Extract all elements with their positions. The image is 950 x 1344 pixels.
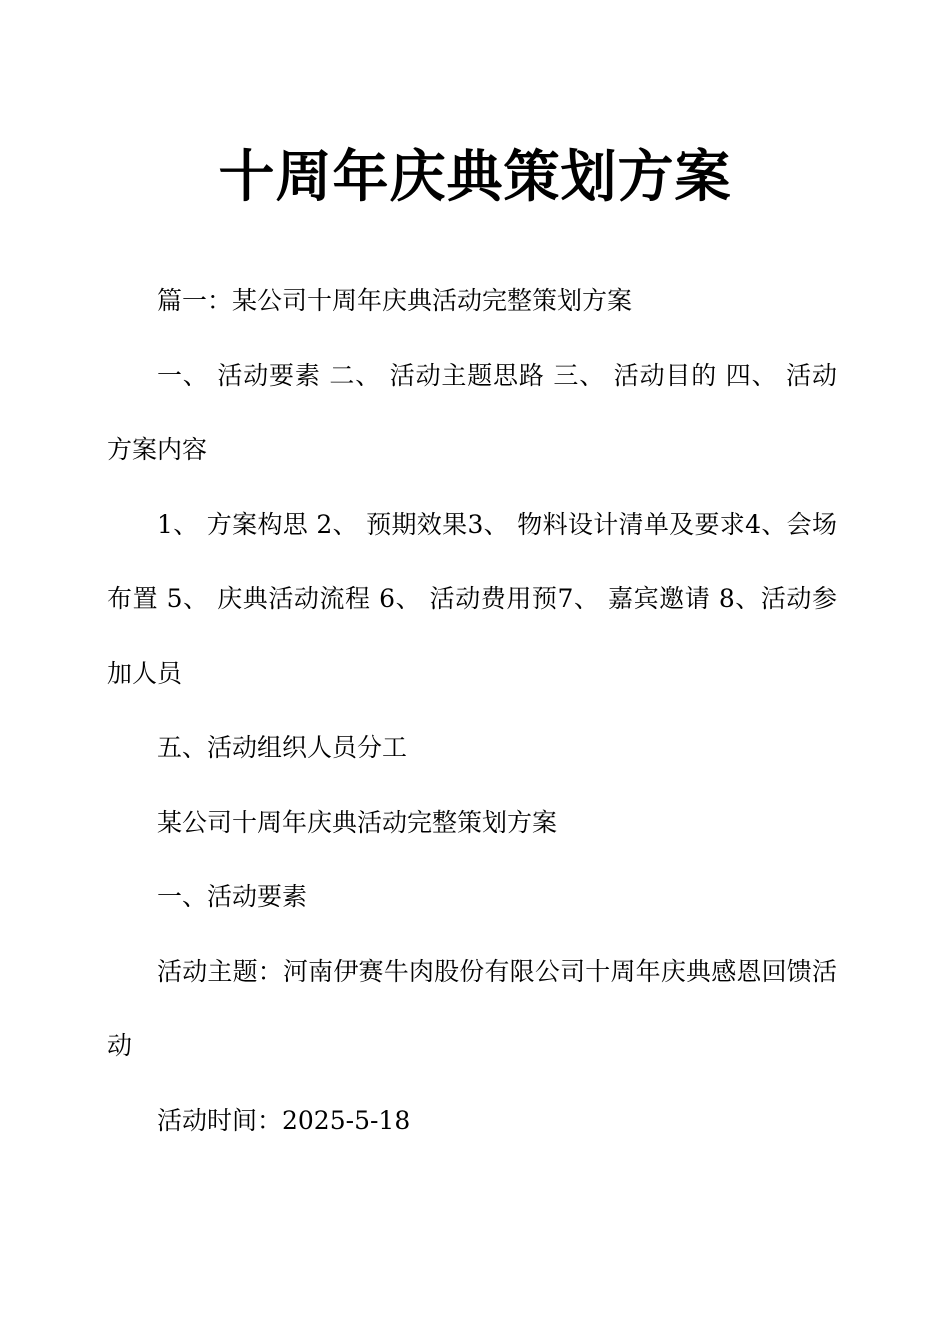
paragraph-toc-sections: 一、 活动要素 二、 活动主题思路 三、 活动目的 四、 活动方案内容 bbox=[107, 360, 837, 464]
document-title: 十周年庆典策划方案 bbox=[218, 145, 732, 210]
paragraph-plan-title: 某公司十周年庆典活动完整策划方案 bbox=[157, 807, 558, 837]
paragraph-toc-subsections: 1、 方案构思 2、 预期效果3、 物料设计清单及要求4、会场布置 5、 庆典活动流程 6、 活动费用预7、 嘉宾邀请 8、活动参加人员 bbox=[107, 509, 837, 688]
document-body bbox=[107, 264, 837, 1158]
paragraph-section-1: 一、活动要素 bbox=[157, 882, 308, 911]
paragraph-heading-1: 篇一：某公司十周年庆典活动完整策划方案 bbox=[157, 286, 633, 315]
paragraph-section-5: 五、活动组织人员分工 bbox=[157, 733, 408, 762]
paragraph-activity-time: 活动时间：2025-5-18 bbox=[157, 1105, 411, 1135]
paragraph-activity-theme: 活动主题：河南伊赛牛肉股份有限公司十周年庆典感恩回馈活动 bbox=[107, 956, 837, 1060]
